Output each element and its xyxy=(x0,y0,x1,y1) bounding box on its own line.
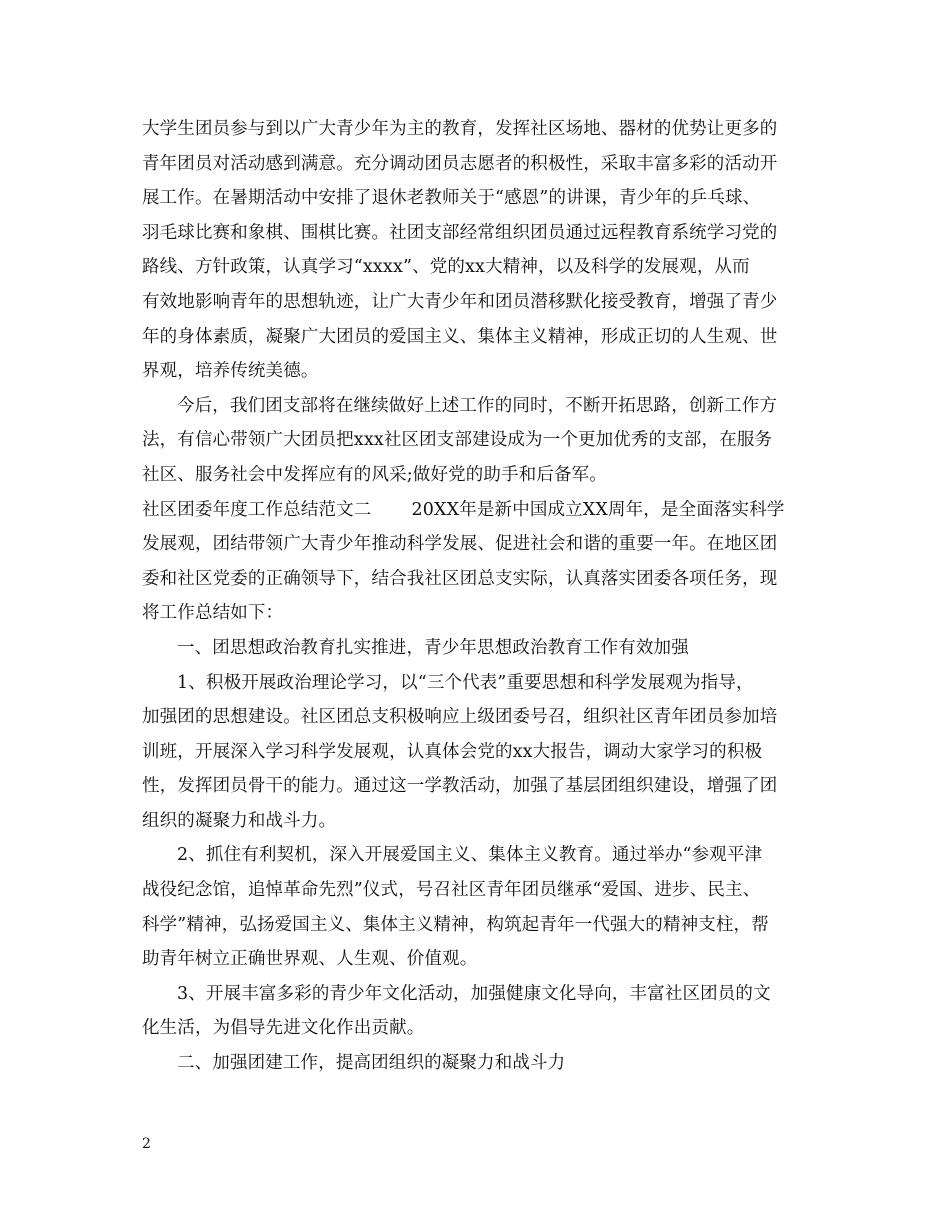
text-line-content: 战役纪念馆，追悼革命先烈”仪式，号召社区青年团员继承“爱国、进步、民主、 xyxy=(142,880,761,901)
text-line-content: 展工作。在暑期活动中安排了退休老教师关于“感恩”的讲课，青少年的乒乓球、 xyxy=(142,188,761,209)
text-line-content: 加强团的思想建设。社区团总支积极响应上级团委号召，组织社区青年团员参加培 xyxy=(142,707,778,728)
text-line-content: 科学”精神，弘扬爱国主义、集体主义精神，构筑起青年一代强大的精神支柱，帮 xyxy=(142,914,769,935)
text-line-content: 3、开展丰富多彩的青少年文化活动，加强健康文化导向，丰富社区团员的文 xyxy=(177,983,771,1004)
text-line xyxy=(142,285,814,320)
text-line xyxy=(142,977,814,1012)
text-line xyxy=(142,666,814,701)
text-line-content: 大学生团员参与到以广大青少年为主的教育，发挥社区场地、器材的优势让更多的 xyxy=(142,119,778,139)
text-line-content-continued: 20XX年是新中国成立XX周年，是全面落实科学 xyxy=(411,499,785,520)
text-line xyxy=(142,804,814,839)
text-line-content: 青年团员对活动感到满意。充分调动团员志愿者的积极性，采取丰富多彩的活动开 xyxy=(142,153,778,174)
text-line-content: 社区团委年度工作总结范文二 xyxy=(142,499,372,520)
text-line-content: 路线、方针政策，认真学习“xxxx”、党的xx大精神，以及科学的发展观，从而 xyxy=(142,257,750,278)
text-line-content: 法，有信心带领广大团员把xxx社区团支部建设成为一个更加优秀的支部，在服务 xyxy=(142,430,773,451)
text-line xyxy=(142,423,814,458)
text-line-content: 训班，开展深入学习科学发展观，认真体会党的xx大报告，调动大家学习的积极 xyxy=(142,741,763,762)
text-line-content: 社区、服务社会中发挥应有的风采;做好党的助手和后备军。 xyxy=(142,464,607,485)
text-line xyxy=(142,1011,814,1046)
text-line xyxy=(142,527,814,562)
text-line-content: 年的身体素质，凝聚广大团员的爱国主义、集体主义精神，形成正切的人生观、世 xyxy=(142,326,778,347)
text-line xyxy=(142,458,814,493)
text-line-content: 今后，我们团支部将在继续做好上述工作的同时，不断开拓思路，创新工作方 xyxy=(177,395,778,416)
text-line xyxy=(142,942,814,977)
text-line xyxy=(142,562,814,597)
text-line-content: 组织的凝聚力和战斗力。 xyxy=(142,810,337,831)
page-number: 2 xyxy=(142,1136,151,1152)
text-line xyxy=(142,735,814,770)
text-line xyxy=(142,631,814,666)
text-line-content: 二、加强团建工作，提高团组织的凝聚力和战斗力 xyxy=(177,1053,566,1074)
text-line-content: 委和社区党委的正确领导下，结合我社区团总支实际，认真落实团委各项任务，现 xyxy=(142,568,778,589)
text-line-content: 发展观，团结带领广大青少年推动科学发展、促进社会和谐的重要一年。在地区团 xyxy=(142,534,778,555)
text-line xyxy=(142,596,814,631)
text-line-content: 羽毛球比赛和象棋、围棋比赛。社团支部经常组织团员通过远程教育系统学习党的 xyxy=(142,222,778,243)
text-line xyxy=(142,389,814,424)
document-body xyxy=(142,112,814,1081)
text-line xyxy=(142,354,814,389)
text-line xyxy=(142,493,814,528)
text-line-content: 1、积极开展政治理论学习，以“三个代表”重要思想和科学发展观为指导， xyxy=(177,672,754,693)
text-line xyxy=(142,320,814,355)
text-line xyxy=(142,769,814,804)
text-line-content: 有效地影响青年的思想轨迹，让广大青少年和团员潜移默化接受教育，增强了青少 xyxy=(142,291,778,312)
text-line xyxy=(142,873,814,908)
text-line xyxy=(142,181,814,216)
text-line xyxy=(142,908,814,943)
text-line xyxy=(142,1046,814,1081)
text-line-content: 助青年树立正确世界观、人生观、价值观。 xyxy=(142,949,478,970)
text-line-content: 将工作总结如下： xyxy=(142,603,284,624)
text-line xyxy=(142,250,814,285)
text-line xyxy=(142,112,814,147)
text-line xyxy=(142,216,814,251)
text-line-content: 2、抓住有利契机，深入开展爱国主义、集体主义教育。通过举办“参观平津 xyxy=(177,845,763,866)
text-line-content: 化生活，为倡导先进文化作出贡献。 xyxy=(142,1018,425,1039)
text-line xyxy=(142,700,814,735)
text-line-content: 一、团思想政治教育扎实推进，青少年思想政治教育工作有效加强 xyxy=(177,637,689,658)
text-line-content: 界观，培养传统美德。 xyxy=(142,361,319,382)
text-line xyxy=(142,147,814,182)
text-line-content: 性，发挥团员骨干的能力。通过这一学教活动，加强了基层团组织建设，增强了团 xyxy=(142,776,778,797)
text-line xyxy=(142,838,814,873)
